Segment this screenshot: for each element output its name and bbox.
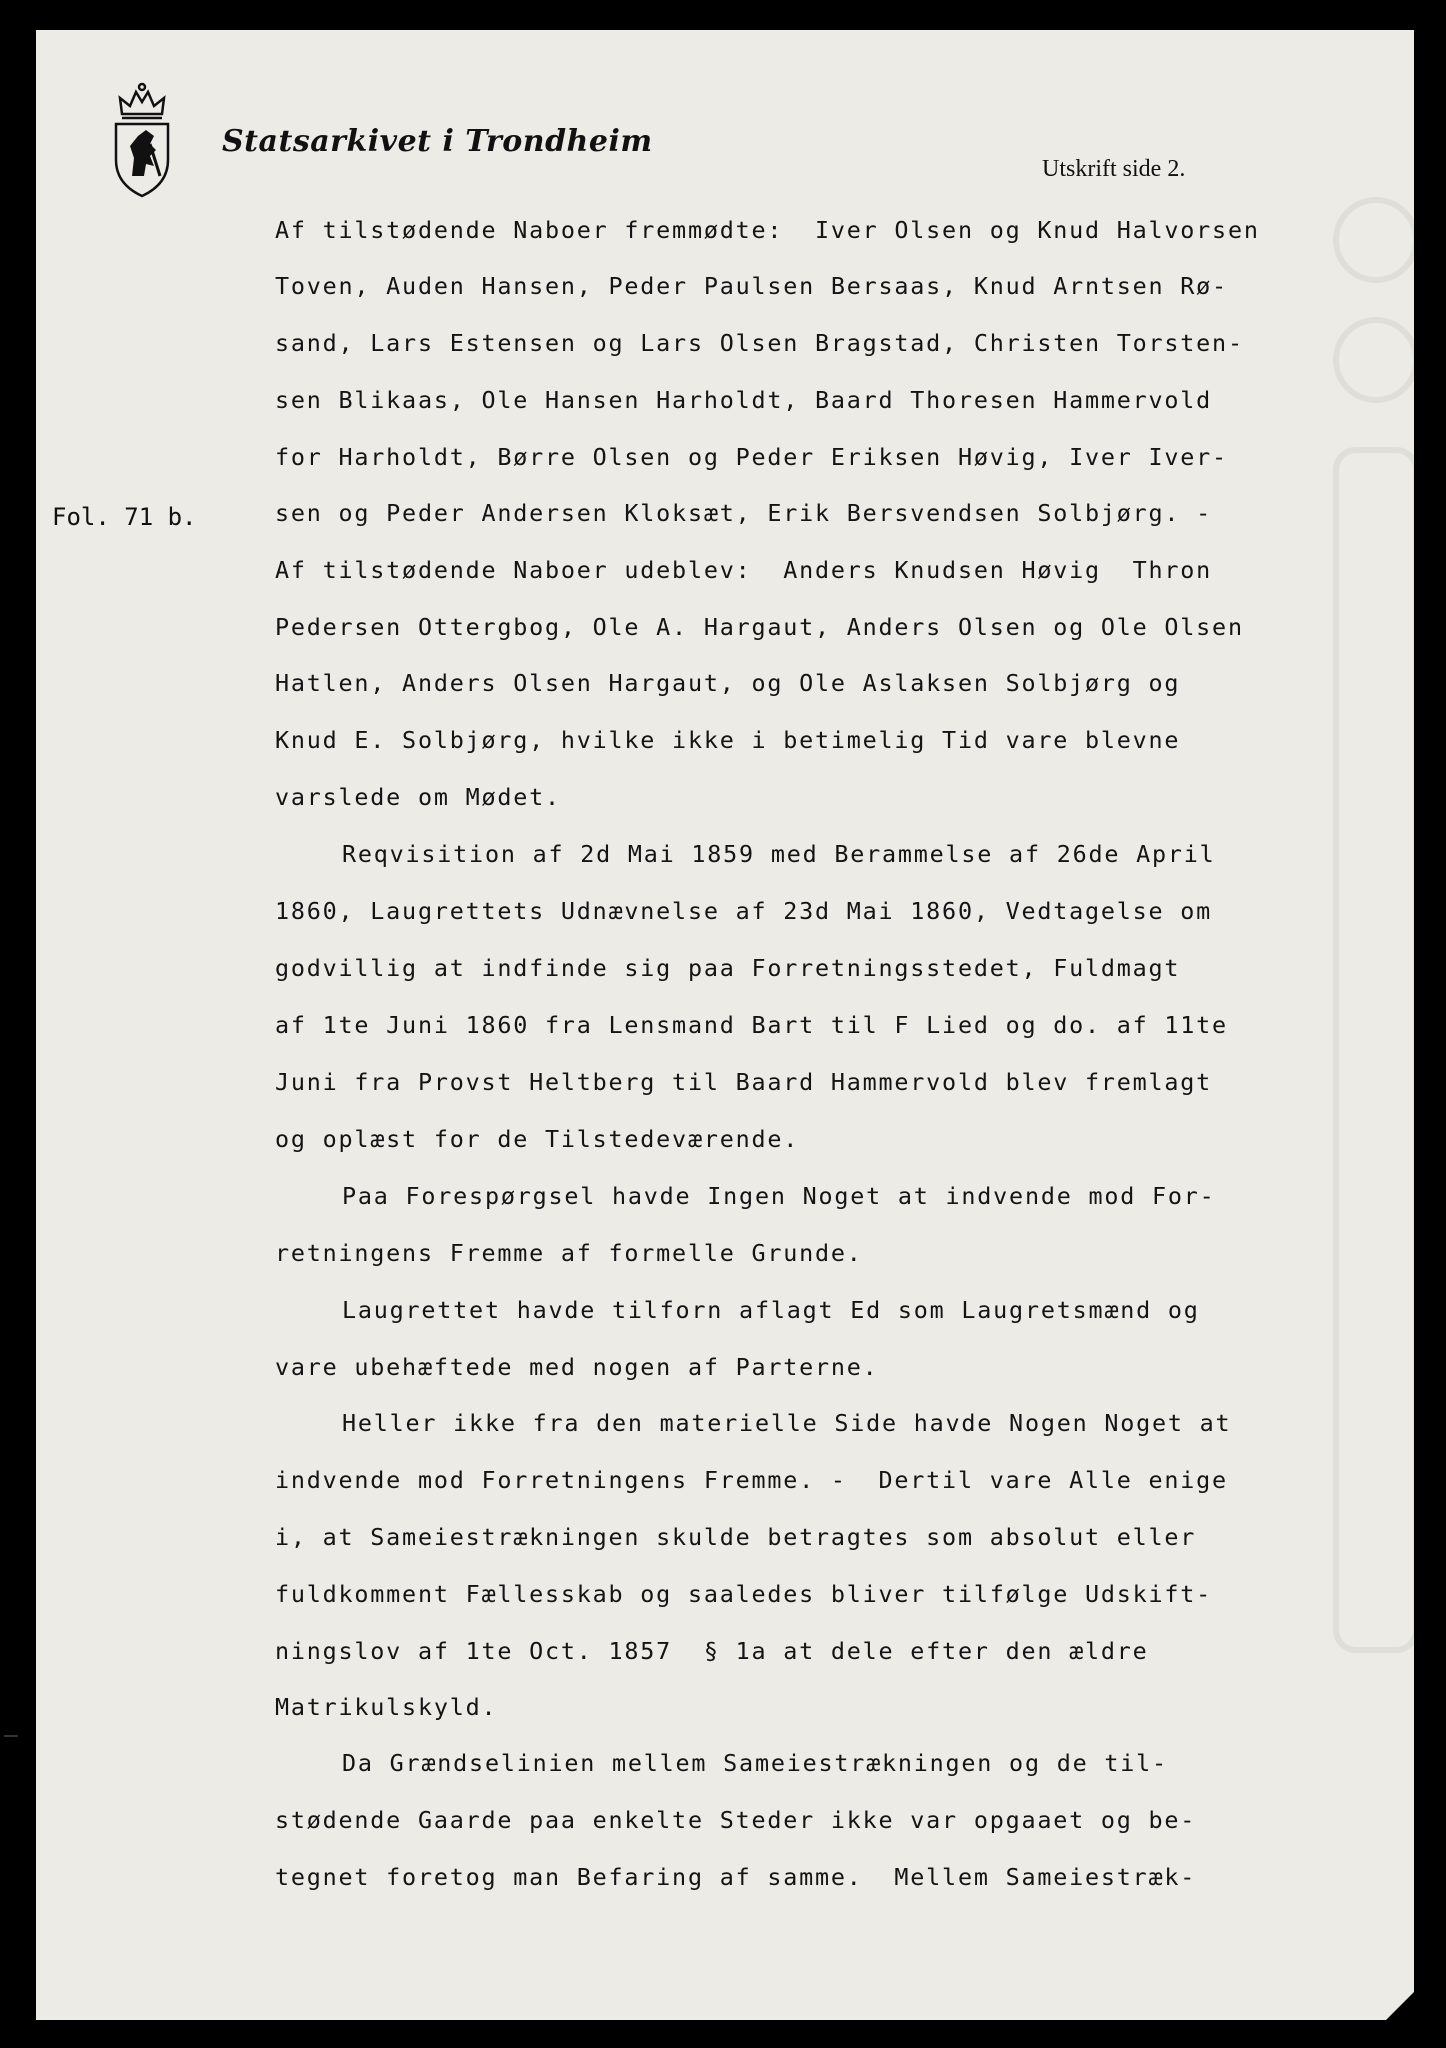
text-line: godvillig at indfinde sig paa Forretningsstedet, Fuldmagt	[275, 954, 1181, 982]
text-line: af 1te Juni 1860 fra Lensmand Bart til F Lied og do. af 11te	[275, 1011, 1228, 1039]
coat-of-arms-icon	[110, 80, 174, 198]
margin-folio-note: Fol. 71 b.	[52, 503, 197, 531]
text-line: Paa Forespørgsel havde Ingen Noget at indvende mod For-	[342, 1182, 1216, 1210]
text-line: retningens Fremme af formelle Grunde.	[275, 1239, 863, 1267]
text-line: Knud E. Solbjørg, hvilke ikke i betimelig Tid vare blevne	[275, 726, 1181, 754]
text-line: Da Grændselinien mellem Sameiestrækningen og de til-	[342, 1749, 1168, 1777]
text-line: Laugrettet havde tilforn aflagt Ed som Laugretsmænd og	[342, 1296, 1200, 1324]
text-line: Hatlen, Anders Olsen Hargaut, og Ole Aslaksen Solbjørg og	[275, 669, 1181, 697]
text-line: 1860, Laugrettets Udnævnelse af 23d Mai 1860, Vedtagelse om	[275, 897, 1213, 925]
page-label: Utskrift side 2.	[1042, 156, 1186, 182]
text-line: Matrikulskyld.	[275, 1693, 498, 1721]
text-line: Reqvisition af 2d Mai 1859 med Berammelse af 26de April	[342, 840, 1216, 868]
background-watermark	[1306, 120, 1446, 1820]
text-line: indvende mod Forretningens Fremme. - Dertil vare Alle enige	[275, 1466, 1228, 1494]
text-line: ningslov af 1te Oct. 1857 § 1a at dele efter den ældre	[275, 1637, 1149, 1665]
text-line: Af tilstødende Naboer udeblev: Anders Knudsen Høvig Thron	[275, 556, 1213, 584]
text-line: for Harholdt, Børre Olsen og Peder Eriksen Høvig, Iver Iver-	[275, 443, 1228, 471]
margin-mark	[4, 1735, 18, 1737]
text-line: vare ubehæftede med nogen af Parterne.	[275, 1353, 879, 1381]
archive-title: Statsarkivet i Trondheim	[222, 124, 653, 159]
text-line: varslede om Mødet.	[275, 783, 561, 811]
text-line: sand, Lars Estensen og Lars Olsen Bragstad, Christen Torsten-	[275, 329, 1244, 357]
text-line: Heller ikke fra den materielle Side havde Nogen Noget at	[342, 1409, 1232, 1437]
text-line: tegnet foretog man Befaring af samme. Mellem Sameiestræk-	[275, 1863, 1197, 1891]
text-line: i, at Sameiestrækningen skulde betragtes som absolut eller	[275, 1523, 1197, 1551]
text-line: Toven, Auden Hansen, Peder Paulsen Bersaas, Knud Arntsen Rø-	[275, 272, 1228, 300]
text-line: fuldkomment Fællesskab og saaledes bliver tilfølge Udskift-	[275, 1580, 1213, 1608]
text-line: Pedersen Ottergbog, Ole A. Hargaut, Anders Olsen og Ole Olsen	[275, 613, 1244, 641]
text-line: sen Blikaas, Ole Hansen Harholdt, Baard Thoresen Hammervold	[275, 386, 1213, 414]
text-line: Juni fra Provst Heltberg til Baard Hammervold blev fremlagt	[275, 1068, 1213, 1096]
text-line: sen og Peder Andersen Kloksæt, Erik Bersvendsen Solbjørg. -	[275, 499, 1213, 527]
page-corner	[1386, 1992, 1414, 2020]
text-line: Af tilstødende Naboer fremmødte: Iver Olsen og Knud Halvorsen	[275, 216, 1260, 244]
text-line: og oplæst for de Tilstedeværende.	[275, 1125, 800, 1153]
text-line: stødende Gaarde paa enkelte Steder ikke var opgaaet og be-	[275, 1806, 1197, 1834]
